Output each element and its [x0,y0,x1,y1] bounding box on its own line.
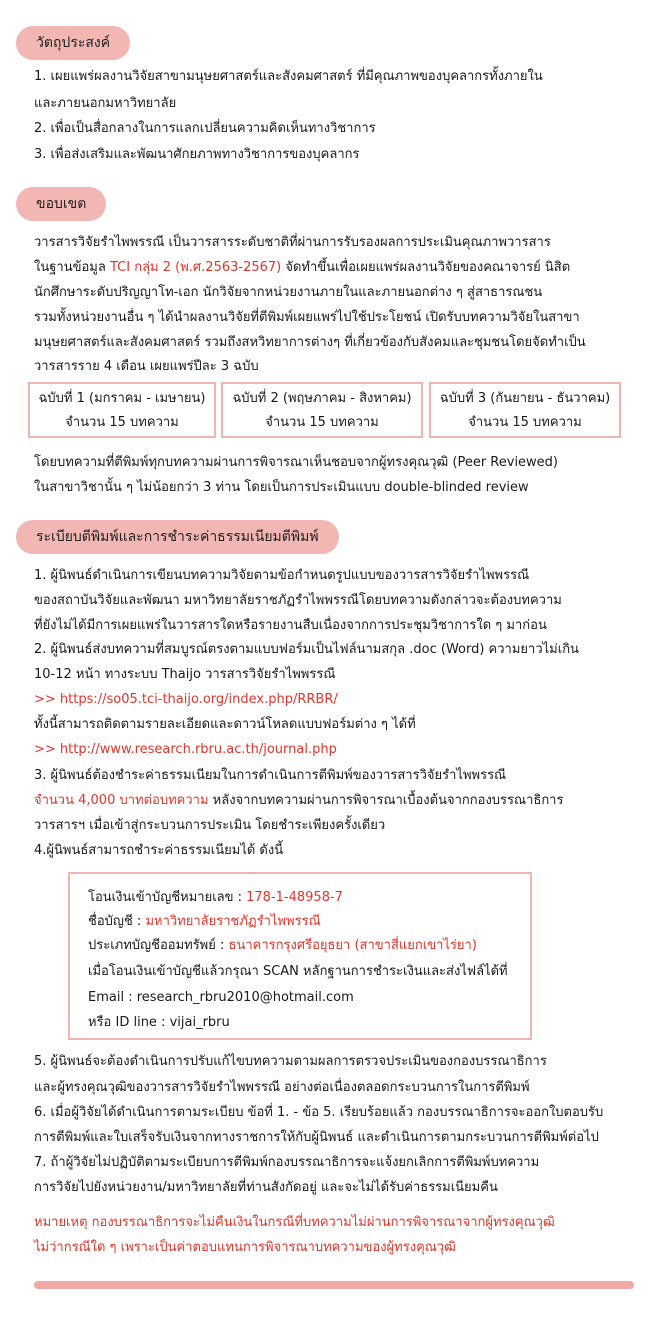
objective-line-2: และภายนอกมหาวิทยาลัย [34,96,177,111]
scope-heading: ขอบเขต [16,187,106,221]
reg-3b [34,791,563,811]
reg-5b: และผู้ทรงคุณวุฒิของวารสารวิจัยรำไพพรรณี อย่างต่อเนื่องตลอดกระบวนการในการตีพิมพ์ [34,1080,530,1095]
issue-box-2 [221,382,423,438]
review-line-2: ในสาขาวิชานั้น ๆ ไม่น้อยกว่า 3 ท่าน โดยเป็นการประเมินแบบ double-blinded review [34,480,529,495]
issue-count: จำนวน 15 บทความ [265,415,379,430]
scope-line-2 [34,258,570,278]
bank-branch: ธนาคารกรุงศรีอยุธยา (สาขาสี่แยกเขาไร่ยา) [228,938,477,953]
note-line-1: หมายเหตุ กองบรรณาธิการจะไม่คืนเงินในกรณีที่บทความไม่ผ่านการพิจารณาจากผู้ทรงคุณวุฒิ [34,1215,555,1230]
account-number: 178-1-48958-7 [246,890,343,905]
thaijo-link[interactable]: >> https://so05.tci-thaijo.org/index.php/RRBR/ [34,692,338,707]
note-line-2: ไม่ว่ากรณีใด ๆ เพราะเป็นค่าตอบแทนการพิจารณาบทความของผู้ทรงคุณวุฒิ [34,1240,456,1255]
contact-email: Email : research_rbru2010@hotmail.com [88,990,354,1005]
reg-3b-post: หลังจากบทความผ่านการพิจารณาเบื้องต้นจากกองบรรณาธิการ [208,793,564,808]
scope-line-3: นักศึกษาระดับปริญญาโท-เอก นักวิจัยจากหน่วยงานภายในและภายนอกต่าง ๆ สู่สาธารณชน [34,285,543,300]
reg-5a: 5. ผู้นิพนธ์จะต้องดำเนินการปรับแก้ไขบทความตามผลการตรวจประเมินของกองบรรณาธิการ [34,1054,547,1069]
account-name: มหาวิทยาลัยราชภัฏรำไพพรรณี [145,914,321,929]
reg-1b: ของสถาบันวิจัยและพัฒนา มหาวิทยาลัยราชภัฏรำไพพรรณีโดยบทความดังกล่าวจะต้องบทความ [34,593,562,608]
scope-line-1: วารสารวิจัยรำไพพรรณี เป็นวารสารระดับชาติที่ผ่านการรับรองผลการประเมินคุณภาพวารสาร [34,235,551,250]
reg-3a: 3. ผู้นิพนธ์ต้องชำระค่าธรรมเนียมในการดำเนินการตีพิมพ์ของวารสารวิจัยรำไพพรรณี [34,768,507,783]
research-website-link[interactable]: >> http://www.research.rbru.ac.th/journal.php [34,742,337,757]
issue-count: จำนวน 15 บทความ [65,415,179,430]
account-type-line [88,936,477,956]
fee-amount: จำนวน 4,000 บาทต่อบทความ [34,793,209,808]
reg-7a: 7. ถ้าผู้วิจัยไม่ปฏิบัติตามระเบียบการตีพิมพ์กองบรรณาธิการจะแจ้งยกเลิกการตีพิมพ์บทความ [34,1155,540,1170]
tci-group-text: TCI กลุ่ม 2 (พ.ศ.2563-2567) [109,260,282,275]
scope-line-2-post: จัดทำขึ้นเพื่อเผยแพร่ผลงานวิจัยของคณาจารย์ นิสิต [281,260,571,275]
issue-title: ฉบับที่ 1 (มกราคม - เมษายน) [38,391,206,406]
bank-details-box [68,872,532,1040]
objectives-heading: วัตถุประสงค์ [16,26,130,60]
contact-line-id: หรือ ID line : vijai_rbru [88,1015,230,1030]
scope-line-6: วารสารราย 4 เดือน เผยแพร่ปีละ 3 ฉบับ [34,359,259,374]
scope-line-5: มนุษยศาสตร์และสังคมศาสตร์ รวมถึงสหวิทยาการต่างๆ ที่เกี่ยวข้องกับสังคมและชุมชนโดยจัดทำเป็น [34,335,586,350]
issue-box-1 [28,382,216,438]
bottom-divider [34,1281,634,1289]
issue-title: ฉบับที่ 3 (กันยายน - ธันวาคม) [439,391,611,406]
scan-note: เมื่อโอนเงินเข้าบัญชีแล้วกรุณา SCAN หลักฐานการชำระเงินและส่งไฟล์ได้ที่ [88,964,508,979]
account-type-label: ประเภทบัญชีออมทรัพย์ : [88,938,229,953]
issue-count: จำนวน 15 บทความ [468,415,582,430]
reg-6a: 6. เมื่อผู้วิจัยได้ดำเนินการตามระเบียบ ข้อที่ 1. - ข้อ 5. เรียบร้อยแล้ว กองบรรณาธิการจะออกใบตอบรับ [34,1105,604,1120]
reg-2b: 10-12 หน้า ทางระบบ Thaijo วารสารวิจัยรำไพพรรณี [34,667,336,682]
review-line-1: โดยบทความที่ตีพิมพ์ทุกบทความผ่านการพิจารณาเห็นชอบจากผู้ทรงคุณวุฒิ (Peer Reviewed) [34,455,559,470]
issue-box-3 [429,382,621,438]
account-name-line [88,912,321,932]
reg-2a: 2. ผู้นิพนธ์ส่งบทความที่สมบูรณ์ตรงตามแบบฟอร์มเป็นไฟล์นามสกุล .doc (Word) ความยาวไม่เกิน [34,642,579,657]
issue-title: ฉบับที่ 2 (พฤษภาคม - สิงหาคม) [232,391,412,406]
reg-4: 4.ผู้นิพนธ์สามารถชำระค่าธรรมเนียมได้ ดังนี้ [34,843,284,858]
reg-1a: 1. ผู้นิพนธ์ดำเนินการเขียนบทความวิจัยตามข้อกำหนดรูปแบบของวารสารวิจัยรำไพพรรณี [34,568,530,583]
reg-1c: ที่ยังไม่ได้มีการเผยแพร่ในวารสารใดหรือรายงานสืบเนื่องจากการประชุมวิชาการใด ๆ มาก่อน [34,618,547,633]
objective-line-3: 2. เพื่อเป็นสื่อกลางในการแลกเปลี่ยนความคิดเห็นทางวิชาการ [34,121,376,136]
reg-7b: การวิจัยไปยังหน่วยงาน/มหาวิทยาลัยที่ท่านสังกัดอยู่ และจะไม่ได้รับค่าธรรมเนียมคืน [34,1180,498,1195]
objective-line-4: 3. เพื่อส่งเสริมและพัฒนาศักยภาพทางวิชาการของบุคลากร [34,147,360,162]
objective-line-1: 1. เผยแพร่ผลงานวิจัยสาขามนุษยศาสตร์และสังคมศาสตร์ ที่มีคุณภาพของบุคลากรทั้งภายใน [34,69,543,84]
scope-line-2-pre: ในฐานข้อมูล [34,260,110,275]
account-number-line [88,888,343,908]
account-name-label: ชื่อบัญชี : [88,914,146,929]
scope-line-4: รวมทั้งหน่วยงานอื่น ๆ ได้นำผลงานวิจัยที่ตีพิมพ์เผยแพร่ไปใช้ประโยชน์ เปิดรับบทความวิจัยในสาขา [34,310,580,325]
reg-3c: วารสารฯ เมื่อเข้าสู่กระบวนการประเมิน โดยชำระเพียงครั้งเดียว [34,818,386,833]
account-number-label: โอนเงินเข้าบัญชีหมายเลข : [88,890,247,905]
regulations-heading: ระเบียบตีพิมพ์และการชำระค่าธรรมเนียมตีพิมพ์ [16,520,339,554]
reg-2c: ทั้งนี้สามารถติดตามรายละเอียดและดาวน์โหลดแบบฟอร์มต่าง ๆ ได้ที่ [34,717,416,732]
reg-6b: การตีพิมพ์และใบเสร็จรับเงินจากทางราชการให้กับผู้นิพนธ์ และดำเนินการตามกระบวนการตีพิมพ์ต่อไป [34,1130,599,1145]
